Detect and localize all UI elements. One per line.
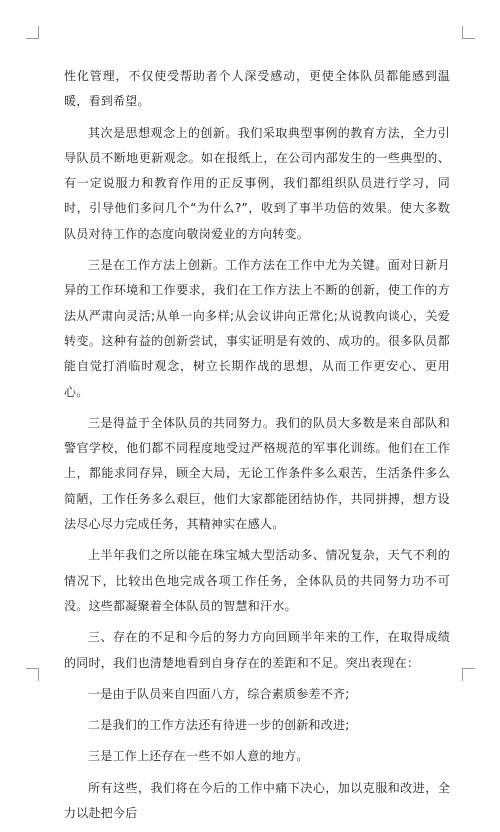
paragraph-concept-innovation: 其次是思想观念上的创新。我们采取典型事例的教育方法，全力引导队员不断地更新观念。如在报纸上，在公司内部发生的一些典型的、有一定说服力和教育作用的正反事例，我们都组织队员进行学习，同时，引导他们多问几个“为什么?”，收到了事半功倍的效果。使大多数队员对待工作的态度向敬岗爱业的方向转变。 bbox=[64, 125, 450, 241]
paragraph-shortcoming-2: 二是我们的工作方法还有待进一步的创新和改进; bbox=[88, 718, 350, 733]
paragraph-shortcoming-3: 三是工作上还存在一些不如人意的地方。 bbox=[88, 749, 309, 764]
paragraph-shortcoming-1: 一是由于队员来自四面八方，综合素质参差不齐; bbox=[88, 686, 350, 701]
page-corner-mark-top-right bbox=[462, 26, 475, 39]
paragraph-conclusion: 所有这些，我们将在今后的工作中痛下决心，加以克服和改进，全力以赴把今后 bbox=[64, 780, 450, 821]
paragraph-team-effort: 三是得益于全体队员的共同努力。我们的队员大多数是来自部队和警官学校，他们都不同程度地受过严格规范的军事化训练。他们在工作上，都能求同存异，顾全大局，无论工作条件多么艰苦，生活条件多么简陋，工作任务多么艰巨，他们大家都能团结协作，共同拼搏，想方设法尽心尽力完成任务，其精神实在感人。 bbox=[64, 415, 450, 532]
document-body bbox=[64, 64, 450, 832]
paragraph-first-half-summary: 上半年我们之所以能在珠宝城大型活动多、情况复杂，天气不利的情况下，比较出色地完成各项工作任务，全体队员的共同努力功不可没。这些都凝聚着全体队员的智慧和汗水。 bbox=[64, 548, 450, 613]
page-corner-mark-top-left bbox=[26, 26, 39, 39]
paragraph-method-innovation: 三是在工作方法上创新。工作方法在工作中尤为关键。面对日新月异的工作环境和工作要求，我们在工作方法上不断的创新，使工作的方法从严肃向灵活;从单一向多样;从会议讲向正常化;从说教向谈心，关爱转变。这种有益的创新尝试，事实证明是有效的、成功的。很多队员都能自觉打消临时观念，树立长期作战的思想，从而工作更安心、更用心。 bbox=[64, 258, 450, 399]
paragraph-continuation: 性化管理，不仅使受帮助者个人深受感动，更使全体队员都能感到温暖，看到希望。 bbox=[64, 69, 450, 109]
paragraph-shortcomings-heading: 三、存在的不足和今后的努力方向回顾半年来的工作，在取得成绩的同时，我们也清楚地看到自身存在的差距和不足。突出表现在： bbox=[64, 630, 450, 670]
page-corner-mark-bottom-left bbox=[26, 668, 39, 681]
page-corner-mark-bottom-right bbox=[462, 668, 475, 681]
